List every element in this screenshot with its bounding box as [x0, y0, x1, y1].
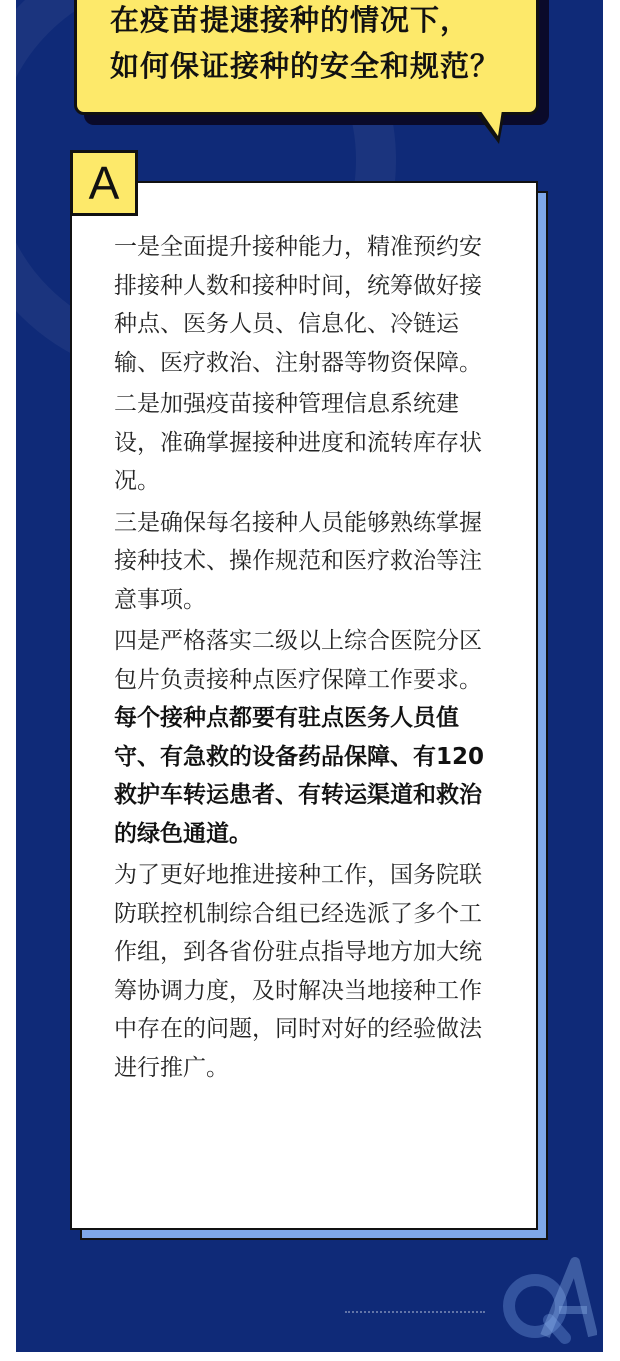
answer-paragraph-4-text: 四是严格落实二级以上综合医院分区包片负责接种点医疗保障工作要求。	[114, 628, 482, 693]
answer-paragraph-3: 三是确保每名接种人员能够熟练掌握接种技术、操作规范和医疗救治等注意事项。	[114, 509, 482, 613]
answer-badge: A	[70, 150, 138, 216]
question-line-2: 如何保证接种的安全和规范？	[110, 49, 501, 83]
answer-paragraph-4-bold: 每个接种点都要有驻点医务人员值守、有急救的设备药品保障、有120救护车转运患者、有转运渠道和救治的绿色通道。	[114, 705, 485, 847]
answer-text	[114, 228, 499, 1090]
answer-paragraph-2: 二是加强疫苗接种管理信息系统建设，准确掌握接种进度和流转库存状况。	[114, 391, 482, 494]
question-line-1: 在疫苗提速接种的情况下，	[110, 3, 471, 37]
question-bubble-tail-fill	[480, 110, 502, 136]
dotted-divider	[345, 1311, 485, 1313]
answer-paragraph-4	[114, 622, 499, 853]
qa-logo-icon	[497, 1248, 597, 1348]
answer-paragraph-1: 一是全面提升接种能力，精准预约安排接种人数和接种时间，统筹做好接种点、医务人员、信息化、冷链运输、医疗救治、注射器等物资保障。	[114, 234, 482, 376]
answer-paragraph-5: 为了更好地推进接种工作，国务院联防联控机制综合组已经选派了多个工作组，到各省份驻点指导地方加大统筹协调力度，及时解决当地接种工作中存在的问题，同时对好的经验做法进行推广。	[114, 862, 482, 1081]
